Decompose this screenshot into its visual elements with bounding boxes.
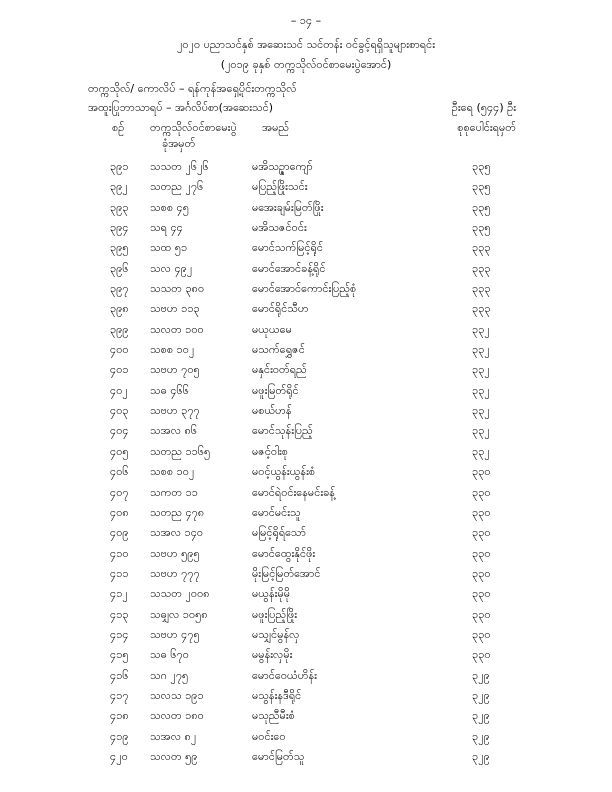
student-name: မစယ်ဟန် bbox=[252, 404, 292, 418]
results-table bbox=[0, 160, 612, 770]
table-row bbox=[0, 241, 612, 261]
table-row bbox=[0, 526, 612, 546]
total-score: ၃၃၀ bbox=[472, 465, 491, 479]
student-name: မအိသဉ္ဇာကျော် bbox=[252, 160, 313, 173]
row-number: ၃၉၂ bbox=[110, 180, 128, 194]
row-number: ၄၀၁ bbox=[110, 363, 129, 377]
student-name: မသက်ရွှေဇင် bbox=[252, 343, 305, 357]
table-row bbox=[0, 567, 612, 587]
total-score: ၃၃၂ bbox=[472, 444, 490, 458]
total-score: ၃၃၃ bbox=[472, 302, 491, 316]
table-row bbox=[0, 180, 612, 200]
total-score: ၃၃၃ bbox=[472, 241, 491, 255]
total-score: ၃၃၅ bbox=[472, 180, 491, 194]
student-name: မောင်ရဲဝင်းနေမင်းခန့် bbox=[252, 485, 335, 499]
table-row bbox=[0, 709, 612, 729]
row-number: ၄၀၈ bbox=[110, 505, 129, 519]
table-row bbox=[0, 221, 612, 241]
table-row bbox=[0, 628, 612, 648]
table-row bbox=[0, 486, 612, 506]
subject-label: အထူးပြုဘာသာရပ် – အင်္ဂလိပ်စာ(အဆေးသင်) bbox=[88, 101, 274, 114]
row-number: ၃၉၅ bbox=[110, 241, 129, 255]
row-number: ၄၀၃ bbox=[110, 404, 129, 418]
roll-number: သစစ ၁၀၂ bbox=[150, 343, 195, 357]
total-score: ၃၃၅ bbox=[472, 160, 491, 173]
row-number: ၄၁၅ bbox=[110, 648, 129, 662]
total-score: ၃၃၀ bbox=[472, 648, 491, 662]
roll-number: သထ ၅၁ bbox=[150, 241, 188, 255]
total-score: ၃၃၂ bbox=[472, 404, 490, 418]
row-number: ၄၀၂ bbox=[110, 383, 128, 397]
student-name: မဇင့်ဝါးစု bbox=[252, 444, 288, 458]
roll-number: သရ ၄၄ bbox=[150, 221, 183, 235]
student-name: မောင်အောင်ကောင်းပြည့်စုံ bbox=[252, 282, 357, 296]
student-name: မယွန်းမိုမို bbox=[252, 587, 291, 601]
row-number: ၄၁၀ bbox=[110, 546, 129, 560]
student-name: မောင်ထွေးနိုင်ဖိုး bbox=[252, 546, 316, 560]
header-name: အမည် bbox=[262, 121, 290, 134]
roll-number: သလတ ၁၀၀ bbox=[150, 322, 204, 336]
row-number: ၄၀၆ bbox=[110, 465, 129, 479]
row-number: ၄၁၇ bbox=[110, 688, 129, 702]
table-row bbox=[0, 404, 612, 424]
total-score: ၃၂၉ bbox=[472, 688, 490, 702]
student-name: မအိသဇင်ဝင်း bbox=[252, 221, 307, 235]
student-name: မယုယမေ bbox=[252, 322, 292, 336]
table-row bbox=[0, 465, 612, 485]
table-row bbox=[0, 282, 612, 302]
table-row bbox=[0, 506, 612, 526]
total-score: ၃၃၃ bbox=[472, 282, 491, 296]
table-row bbox=[0, 201, 612, 221]
row-number: ၄၀၉ bbox=[110, 526, 129, 540]
total-score: ၃၃၀ bbox=[472, 566, 491, 580]
row-number: ၄၂၀ bbox=[110, 749, 128, 763]
student-name: မမြင့်ရိုရ်သော် bbox=[252, 526, 306, 540]
student-name: မဖူးမြတ်ရိုင် bbox=[252, 383, 299, 397]
table-row bbox=[0, 689, 612, 709]
roll-number: သစစ ၁၀၂ bbox=[150, 465, 195, 479]
table-row bbox=[0, 587, 612, 607]
student-name: မသွန်းနဒီရိုင် bbox=[252, 688, 302, 702]
row-number: ၄၁၈ bbox=[110, 709, 129, 723]
total-score: ၃၃၂ bbox=[472, 363, 490, 377]
total-score: ၃၂၉ bbox=[472, 709, 490, 723]
total-score: ၃၃၃ bbox=[472, 261, 491, 275]
roll-number: သအလ ၈၂ bbox=[150, 729, 197, 743]
roll-number: သအလ ၁၄၀ bbox=[150, 526, 204, 540]
student-name: မမွန်းလှမိုး bbox=[252, 648, 293, 662]
header-no: စဉ် bbox=[112, 121, 125, 134]
total-score: ၃၃၂ bbox=[472, 424, 490, 438]
row-number: ၃၉၆ bbox=[110, 261, 129, 275]
table-row bbox=[0, 323, 612, 343]
row-number: ၄၁၃ bbox=[110, 607, 129, 621]
header-roll-line2: ခုံအမှတ် bbox=[162, 137, 196, 150]
roll-number: သဗဟ ၇၀၅ bbox=[150, 363, 200, 377]
student-name: မိုးမြင့်မြတ်အောင် bbox=[252, 566, 321, 580]
table-row bbox=[0, 384, 612, 404]
student-name: မဖူးပြည့်ဖြိုး bbox=[252, 607, 298, 621]
student-name: မဝင်းဝေ bbox=[252, 729, 286, 743]
table-row bbox=[0, 730, 612, 750]
table-row bbox=[0, 648, 612, 668]
table-row bbox=[0, 547, 612, 567]
row-number: ၄၁၉ bbox=[110, 729, 129, 743]
student-name: မောင်မြတ်သူ bbox=[252, 749, 305, 763]
total-score: ၃၃၀ bbox=[472, 485, 491, 499]
total-score: ၃၃၅ bbox=[472, 221, 491, 235]
row-number: ၄၁၁ bbox=[110, 566, 129, 580]
student-name: မောင်အောင်ခန့်ရိုင် bbox=[252, 261, 326, 275]
roll-number: သစစ ၄၅ bbox=[150, 200, 189, 214]
roll-number: သသတ ၂၆၂၆ bbox=[150, 160, 209, 173]
table-row bbox=[0, 262, 612, 282]
row-number: ၃၉၈ bbox=[110, 302, 129, 316]
roll-number: သဗဟ ၃၇၇ bbox=[150, 404, 200, 418]
total-score: ၃၃၀ bbox=[472, 546, 491, 560]
row-number: ၄၁၆ bbox=[110, 668, 129, 682]
total-score: ၃၃၂ bbox=[472, 383, 490, 397]
table-row bbox=[0, 424, 612, 444]
table-row bbox=[0, 343, 612, 363]
student-name: မသုညီမီးစံ bbox=[252, 709, 295, 723]
row-number: ၃၉၃ bbox=[110, 200, 129, 214]
header-score: စုစုပေါင်းရမှတ် bbox=[457, 121, 516, 134]
document-title: ၂၀၂၀ ပညာသင်နှစ် အဆေးသင် သင်တန်း ဝင်ခွင့်ရရှိသူများစာရင်း bbox=[176, 38, 436, 51]
roll-number: သဗဟ ၁၁၃ bbox=[150, 302, 200, 316]
roll-number: သတည ၄၇၈ bbox=[150, 505, 205, 519]
total-score: ၃၂၉ bbox=[472, 749, 490, 763]
student-name: မပြည့်ဖြိုးသင်း bbox=[252, 180, 308, 194]
roll-number: သတည ၁၁၆၅ bbox=[150, 444, 211, 458]
roll-number: သလ ၄၉၂ bbox=[150, 261, 193, 275]
roll-number: သကတ ၁၁ bbox=[150, 485, 198, 499]
roll-number: သလတ ၅၉ bbox=[150, 749, 198, 763]
student-name: မောင်သုန်းပြည့် bbox=[252, 424, 313, 438]
total-score: ၃၃၅ bbox=[472, 200, 491, 214]
roll-number: သသတ ၃၈၀ bbox=[150, 282, 205, 296]
table-row bbox=[0, 302, 612, 322]
total-score: ၃၃၀ bbox=[472, 587, 491, 601]
roll-number: သဓ ၄၆၆ bbox=[150, 383, 189, 397]
roll-number: သဗဟ ၄၇၅ bbox=[150, 627, 200, 641]
total-count: ဦးရေ (၅၄၄) ဦး bbox=[451, 101, 516, 114]
student-name: မောင်မင်းသူ bbox=[252, 505, 301, 519]
total-score: ၃၃၀ bbox=[472, 526, 491, 540]
roll-number: သဓျှလ ၁၀၅၈ bbox=[150, 607, 208, 621]
table-row bbox=[0, 445, 612, 465]
header-roll: တက္ကသိုလ်ဝင်စာမေးပွဲ bbox=[150, 121, 237, 134]
row-number: ၄၀၇ bbox=[110, 485, 129, 499]
student-name: မောင်ဝေယံဟိန်း bbox=[252, 668, 317, 682]
student-name: မနှင်းဝတ်ရည် bbox=[252, 363, 307, 377]
roll-number: သလသ ၁၉၁ bbox=[150, 688, 204, 702]
row-number: ၃၉၁ bbox=[110, 160, 129, 173]
student-name: မသျှင်မွန်လှ bbox=[252, 627, 300, 641]
university-label: တက္ကသိုလ်/ ကောလိပ် – ရန်ကုန်အရှေ့ပိုင်းတက္ကသိုလ် bbox=[88, 82, 297, 95]
table-row bbox=[0, 160, 612, 180]
roll-number: သဂ ၂၇၅ bbox=[150, 668, 189, 682]
row-number: ၄၀၀ bbox=[110, 343, 129, 357]
row-number: ၄၀၅ bbox=[110, 444, 129, 458]
document-subtitle: (၂၀၁၉ ခုနှစ် တက္ကသိုလ်ဝင်စာမေးပွဲအောင်) bbox=[220, 58, 392, 71]
table-row bbox=[0, 363, 612, 383]
row-number: ၄၀၄ bbox=[110, 424, 129, 438]
row-number: ၄၁၄ bbox=[110, 627, 129, 641]
total-score: ၃၂၉ bbox=[472, 729, 490, 743]
row-number: ၄၁၂ bbox=[110, 587, 128, 601]
table-row bbox=[0, 750, 612, 770]
total-score: ၃၃၂ bbox=[472, 343, 490, 357]
student-name: မောင်ရိုင်သီဟ bbox=[252, 302, 309, 316]
total-score: ၃၃၂ bbox=[472, 322, 490, 336]
roll-number: သသတ ၂၀၀၈ bbox=[150, 587, 210, 601]
roll-number: သဗဟ ၇၇၇ bbox=[150, 566, 200, 580]
roll-number: သအလ ၈၆ bbox=[150, 424, 198, 438]
student-name: မဝင့်ယွန်းယွန်းစံ bbox=[252, 465, 316, 479]
total-score: ၃၃၀ bbox=[472, 505, 491, 519]
student-name: မအေးချမ်းမြတ်ဖြိုး bbox=[252, 200, 324, 214]
table-row bbox=[0, 669, 612, 689]
roll-number: သတည ၂၇၆ bbox=[150, 180, 204, 194]
roll-number: သဓ ၆၇၀ bbox=[150, 648, 189, 662]
row-number: ၃၉၄ bbox=[110, 221, 129, 235]
roll-number: သလတ ၁၈၀ bbox=[150, 709, 204, 723]
roll-number: သဗဟ ၅၉၅ bbox=[150, 546, 200, 560]
page-number: – ၁၄ – bbox=[290, 14, 322, 27]
student-name: မောင်သက်မြင့်ရိုင် bbox=[252, 241, 323, 255]
table-row bbox=[0, 608, 612, 628]
row-number: ၃၉၉ bbox=[110, 322, 129, 336]
total-score: ၃၂၉ bbox=[472, 668, 490, 682]
total-score: ၃၃၀ bbox=[472, 627, 491, 641]
row-number: ၃၉၇ bbox=[110, 282, 129, 296]
total-score: ၃၃၀ bbox=[472, 607, 491, 621]
